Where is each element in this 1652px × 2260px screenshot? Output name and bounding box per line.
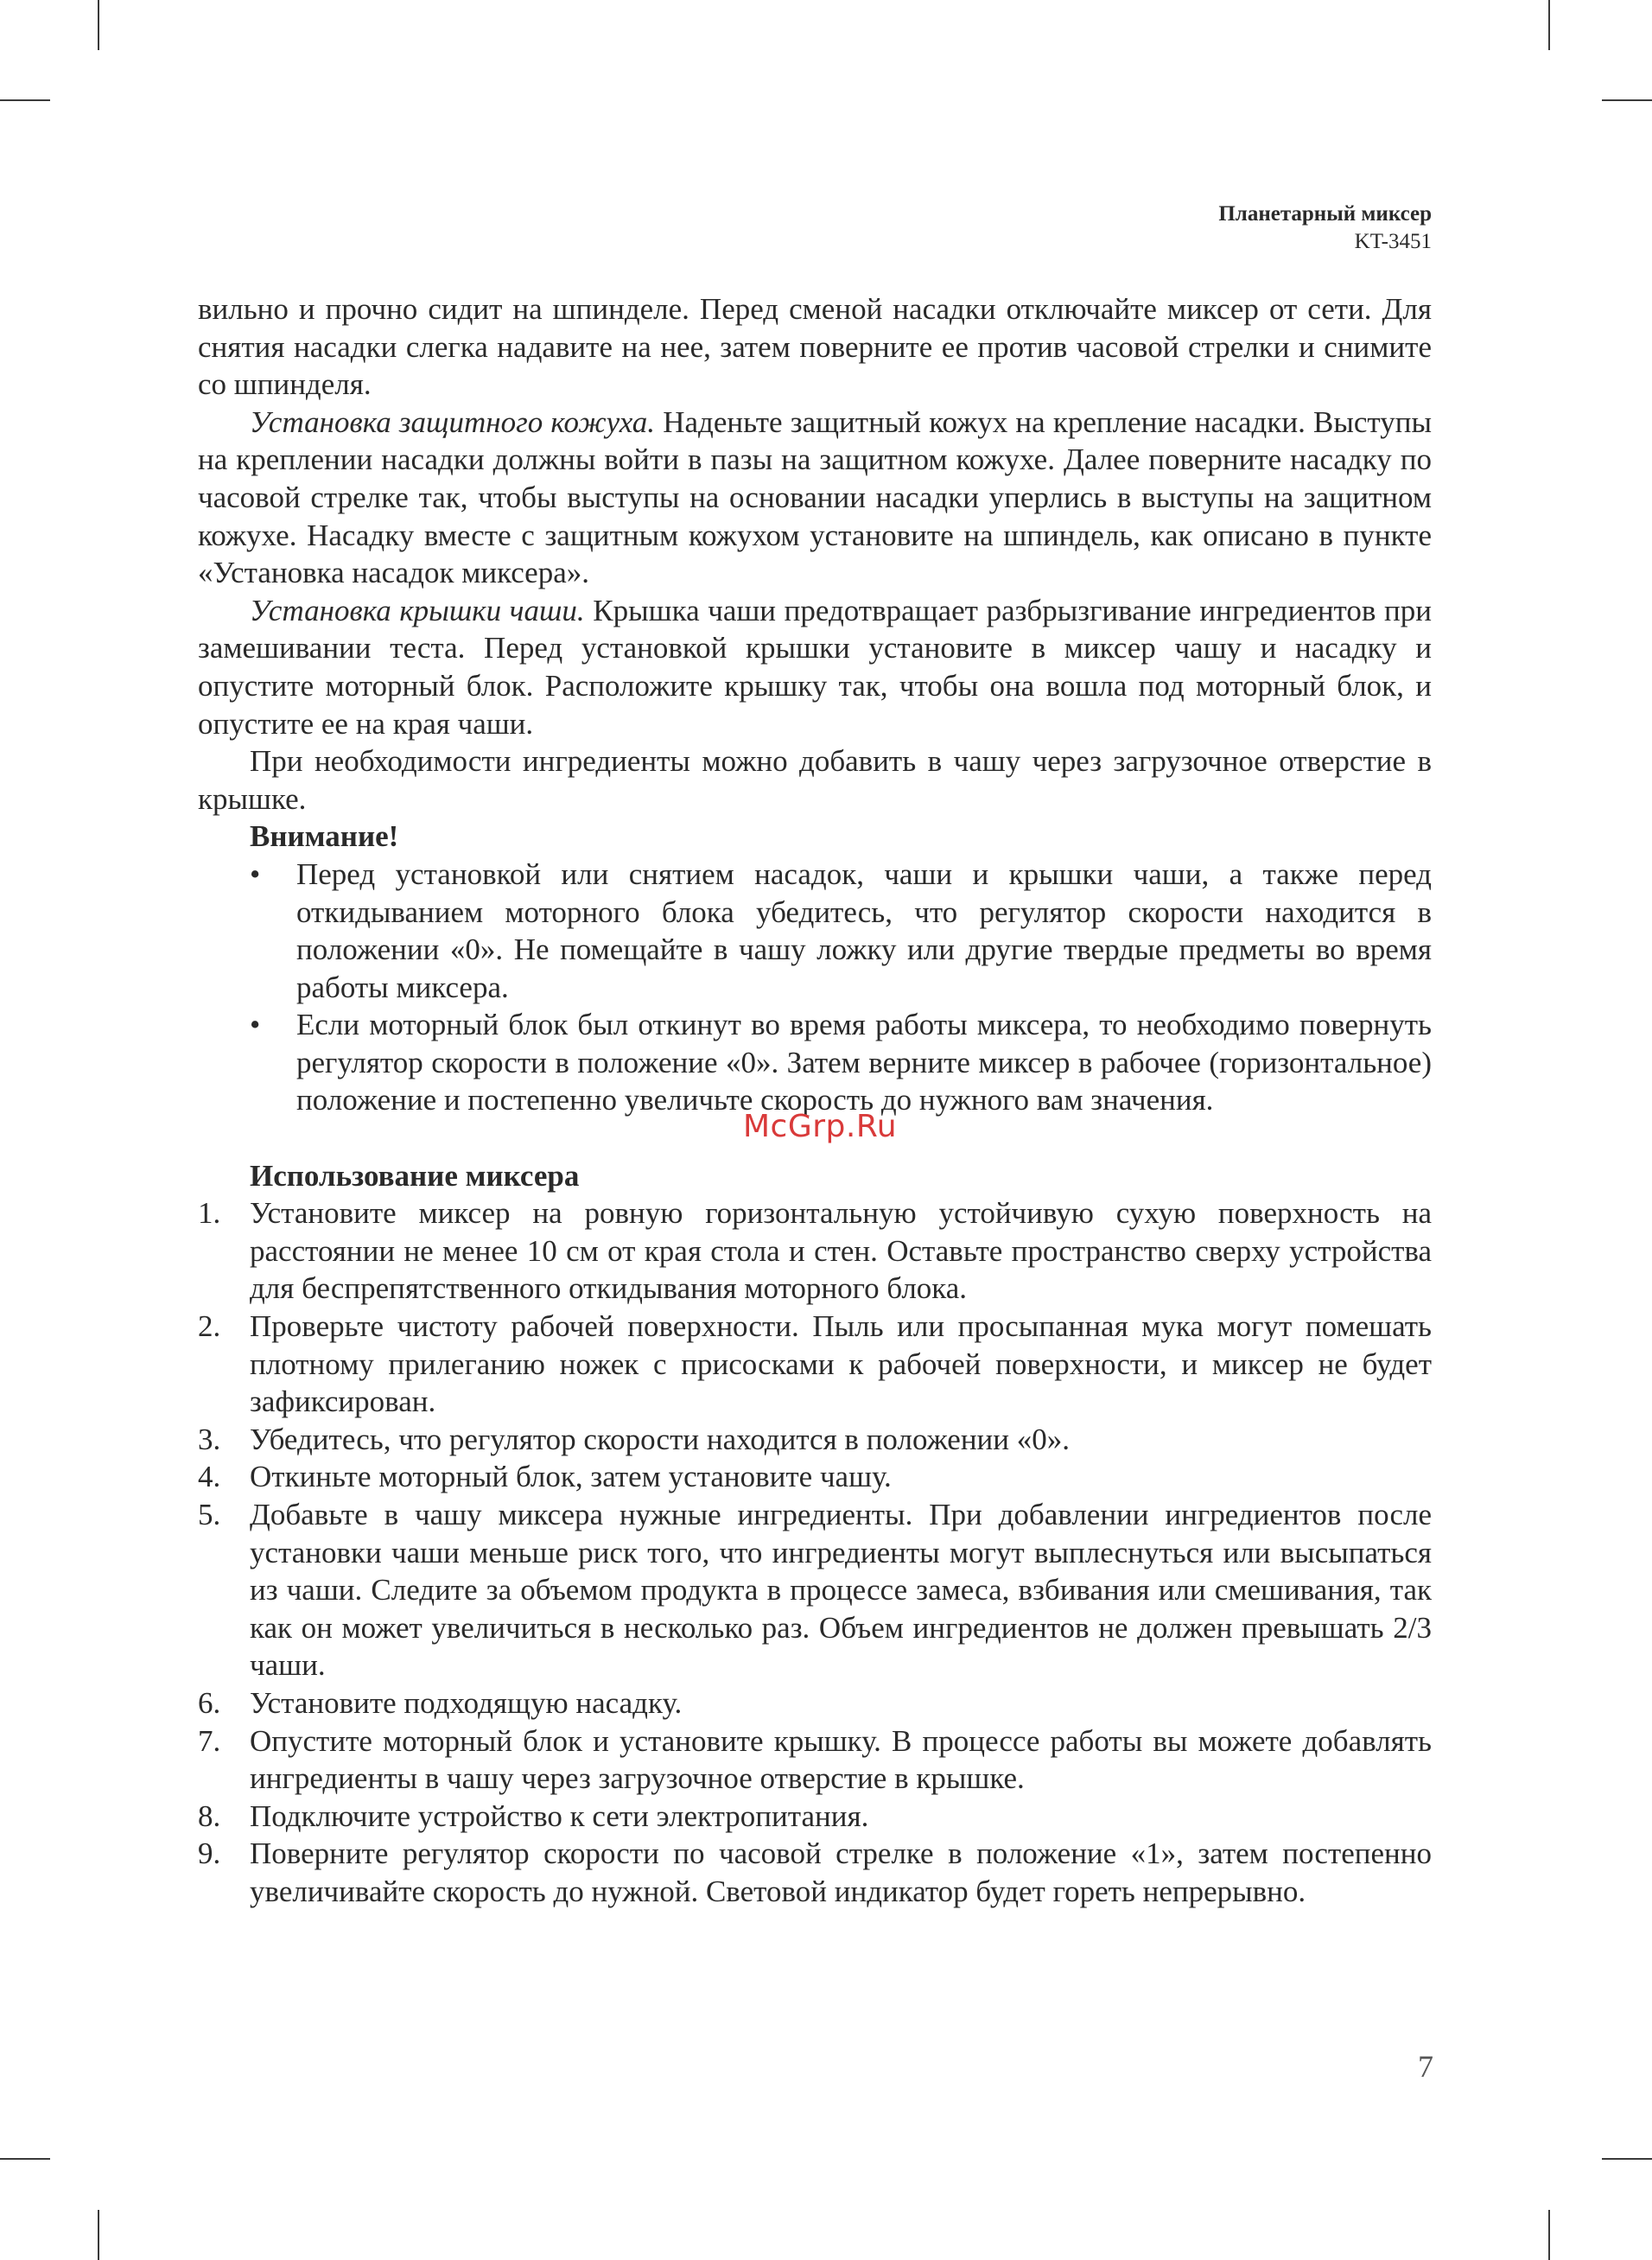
lid-text: Крышка чаши предотвращает разбрызгивание ингредиентов при замешивании теста. Перед установкой крышки установите в миксер чашу и насадку и опустите моторный блок. Расположите крышку так, чтобы она вошла под моторный блок, и опустите ее на края чаши.	[198, 593, 1432, 741]
crop-mark-top-right	[1548, 0, 1550, 50]
crop-mark-right-bottom	[1602, 2158, 1652, 2160]
watermark: McGrp.Ru	[743, 1109, 898, 1144]
usage-step	[198, 1421, 1432, 1459]
step-text: Убедитесь, что регулятор скорости находится в положении «0».	[250, 1422, 1071, 1456]
guard-paragraph	[198, 404, 1432, 592]
header-model: KT-3451	[1354, 230, 1432, 253]
usage-step	[198, 1684, 1432, 1722]
step-number: 1.	[198, 1196, 221, 1231]
page-number: 7	[1418, 2049, 1433, 2084]
lid-title: Установка крышки чаши.	[250, 593, 585, 627]
attention-list	[198, 856, 1432, 1119]
step-number: 6.	[198, 1685, 221, 1720]
crop-mark-bottom-left	[98, 2210, 99, 2260]
step-text: Установите миксер на ровную горизонтальную устойчивую сухую поверхность на расстоянии не менее 10 см от края стола и стен. Оставьте пространство сверху устройства для беспрепятственного откидывания моторного блока.	[250, 1196, 1432, 1306]
step-text: Откиньте моторный блок, затем установите чашу.	[250, 1460, 892, 1494]
ingredients-note: При необходимости ингредиенты можно добавить в чашу через загрузочное отверстие в крышке.	[198, 744, 1432, 816]
step-number: 2.	[198, 1309, 221, 1344]
lid-paragraph	[198, 592, 1432, 742]
header-product-name: Планетарный миксер	[1218, 202, 1432, 226]
usage-step	[198, 1722, 1432, 1798]
step-text: Добавьте в чашу миксера нужные ингредиенты. При добавлении ингредиентов после установки чаши меньше риск того, что ингредиенты могут выплеснуться или высыпаться из чаши. Следите за объемом продукта в процессе замеса, взбивания или смешивания, так как он может увеличиться в несколько раз. Объем ингредиентов не должен превышать 2/3 чаши.	[250, 1498, 1432, 1683]
usage-steps	[198, 1194, 1432, 1910]
crop-mark-top-left	[98, 0, 99, 50]
step-number: 4.	[198, 1460, 221, 1494]
crop-mark-left-top	[0, 99, 50, 101]
attention-item: • Перед установкой или снятием насадок, чаши и крышки чаши, а также перед откидыванием моторного блока убедитесь, что регулятор скорости находится в положении «0». Не помещайте в чашу ложку или другие твердые предметы во время работы миксера.	[296, 856, 1432, 1006]
step-text: Установите подходящую насадку.	[250, 1685, 683, 1720]
attention-heading: Внимание!	[250, 819, 399, 854]
usage-step	[198, 1798, 1432, 1836]
usage-step	[198, 1835, 1432, 1910]
attention-item: • Если моторный блок был откинут во время работы миксера, то необходимо повернуть регулятор скорости в положение «0». Затем верните миксер в рабочее (горизонтальное) положение и постепенно увеличьте скорость до нужного вам значения.	[296, 1006, 1432, 1119]
usage-step	[198, 1308, 1432, 1421]
usage-step	[198, 1458, 1432, 1496]
usage-title: Использование миксера	[250, 1158, 580, 1193]
step-number: 5.	[198, 1498, 221, 1531]
crop-mark-bottom-right	[1548, 2210, 1550, 2260]
running-header	[1218, 201, 1432, 256]
usage-step	[198, 1496, 1432, 1684]
step-number: 9.	[198, 1837, 221, 1871]
intro-continuation: вильно и прочно сидит на шпинделе. Перед сменой насадки отключайте миксер от сети. Для снятия насадки слегка надавите на нее, затем поверните ее против часовой стрелки и снимите со шпинделя.	[198, 292, 1432, 402]
step-number: 7.	[198, 1723, 221, 1758]
guard-title: Установка защитного кожуха.	[250, 404, 656, 439]
page-body	[198, 290, 1432, 1911]
crop-mark-right-top	[1602, 99, 1652, 101]
step-text: Проверьте чистоту рабочей поверхности. Пыль или просыпанная мука могут помешать плотному прилеганию ножек с присосками к рабочей поверхности, и миксер не будет зафиксирован.	[250, 1309, 1432, 1419]
guard-text: Наденьте защитный кожух на крепление насадки. Выступы на креплении насадки должны войти в пазы на защитном кожухе. Далее поверните насадку по часовой стрелке так, чтобы выступы на основании насадки уперлись в выступы на защитном кожухе. Насадку вместе с защитным кожухом установите на шпиндель, как описано в пункте «Установка насадок миксера».	[198, 404, 1432, 590]
step-text: Поверните регулятор скорости по часовой стрелке в положение «1», затем постепенно увеличивайте скорость до нужной. Световой индикатор будет гореть непрерывно.	[250, 1837, 1432, 1908]
step-number: 3.	[198, 1422, 221, 1456]
crop-mark-left-bottom	[0, 2158, 50, 2160]
step-text: Опустите моторный блок и установите крышку. В процессе работы вы можете добавлять ингредиенты в чашу через загрузочное отверстие в крышке.	[250, 1723, 1432, 1796]
step-text: Подключите устройство к сети электропитания.	[250, 1798, 869, 1833]
usage-step	[198, 1194, 1432, 1308]
step-number: 8.	[198, 1798, 221, 1833]
